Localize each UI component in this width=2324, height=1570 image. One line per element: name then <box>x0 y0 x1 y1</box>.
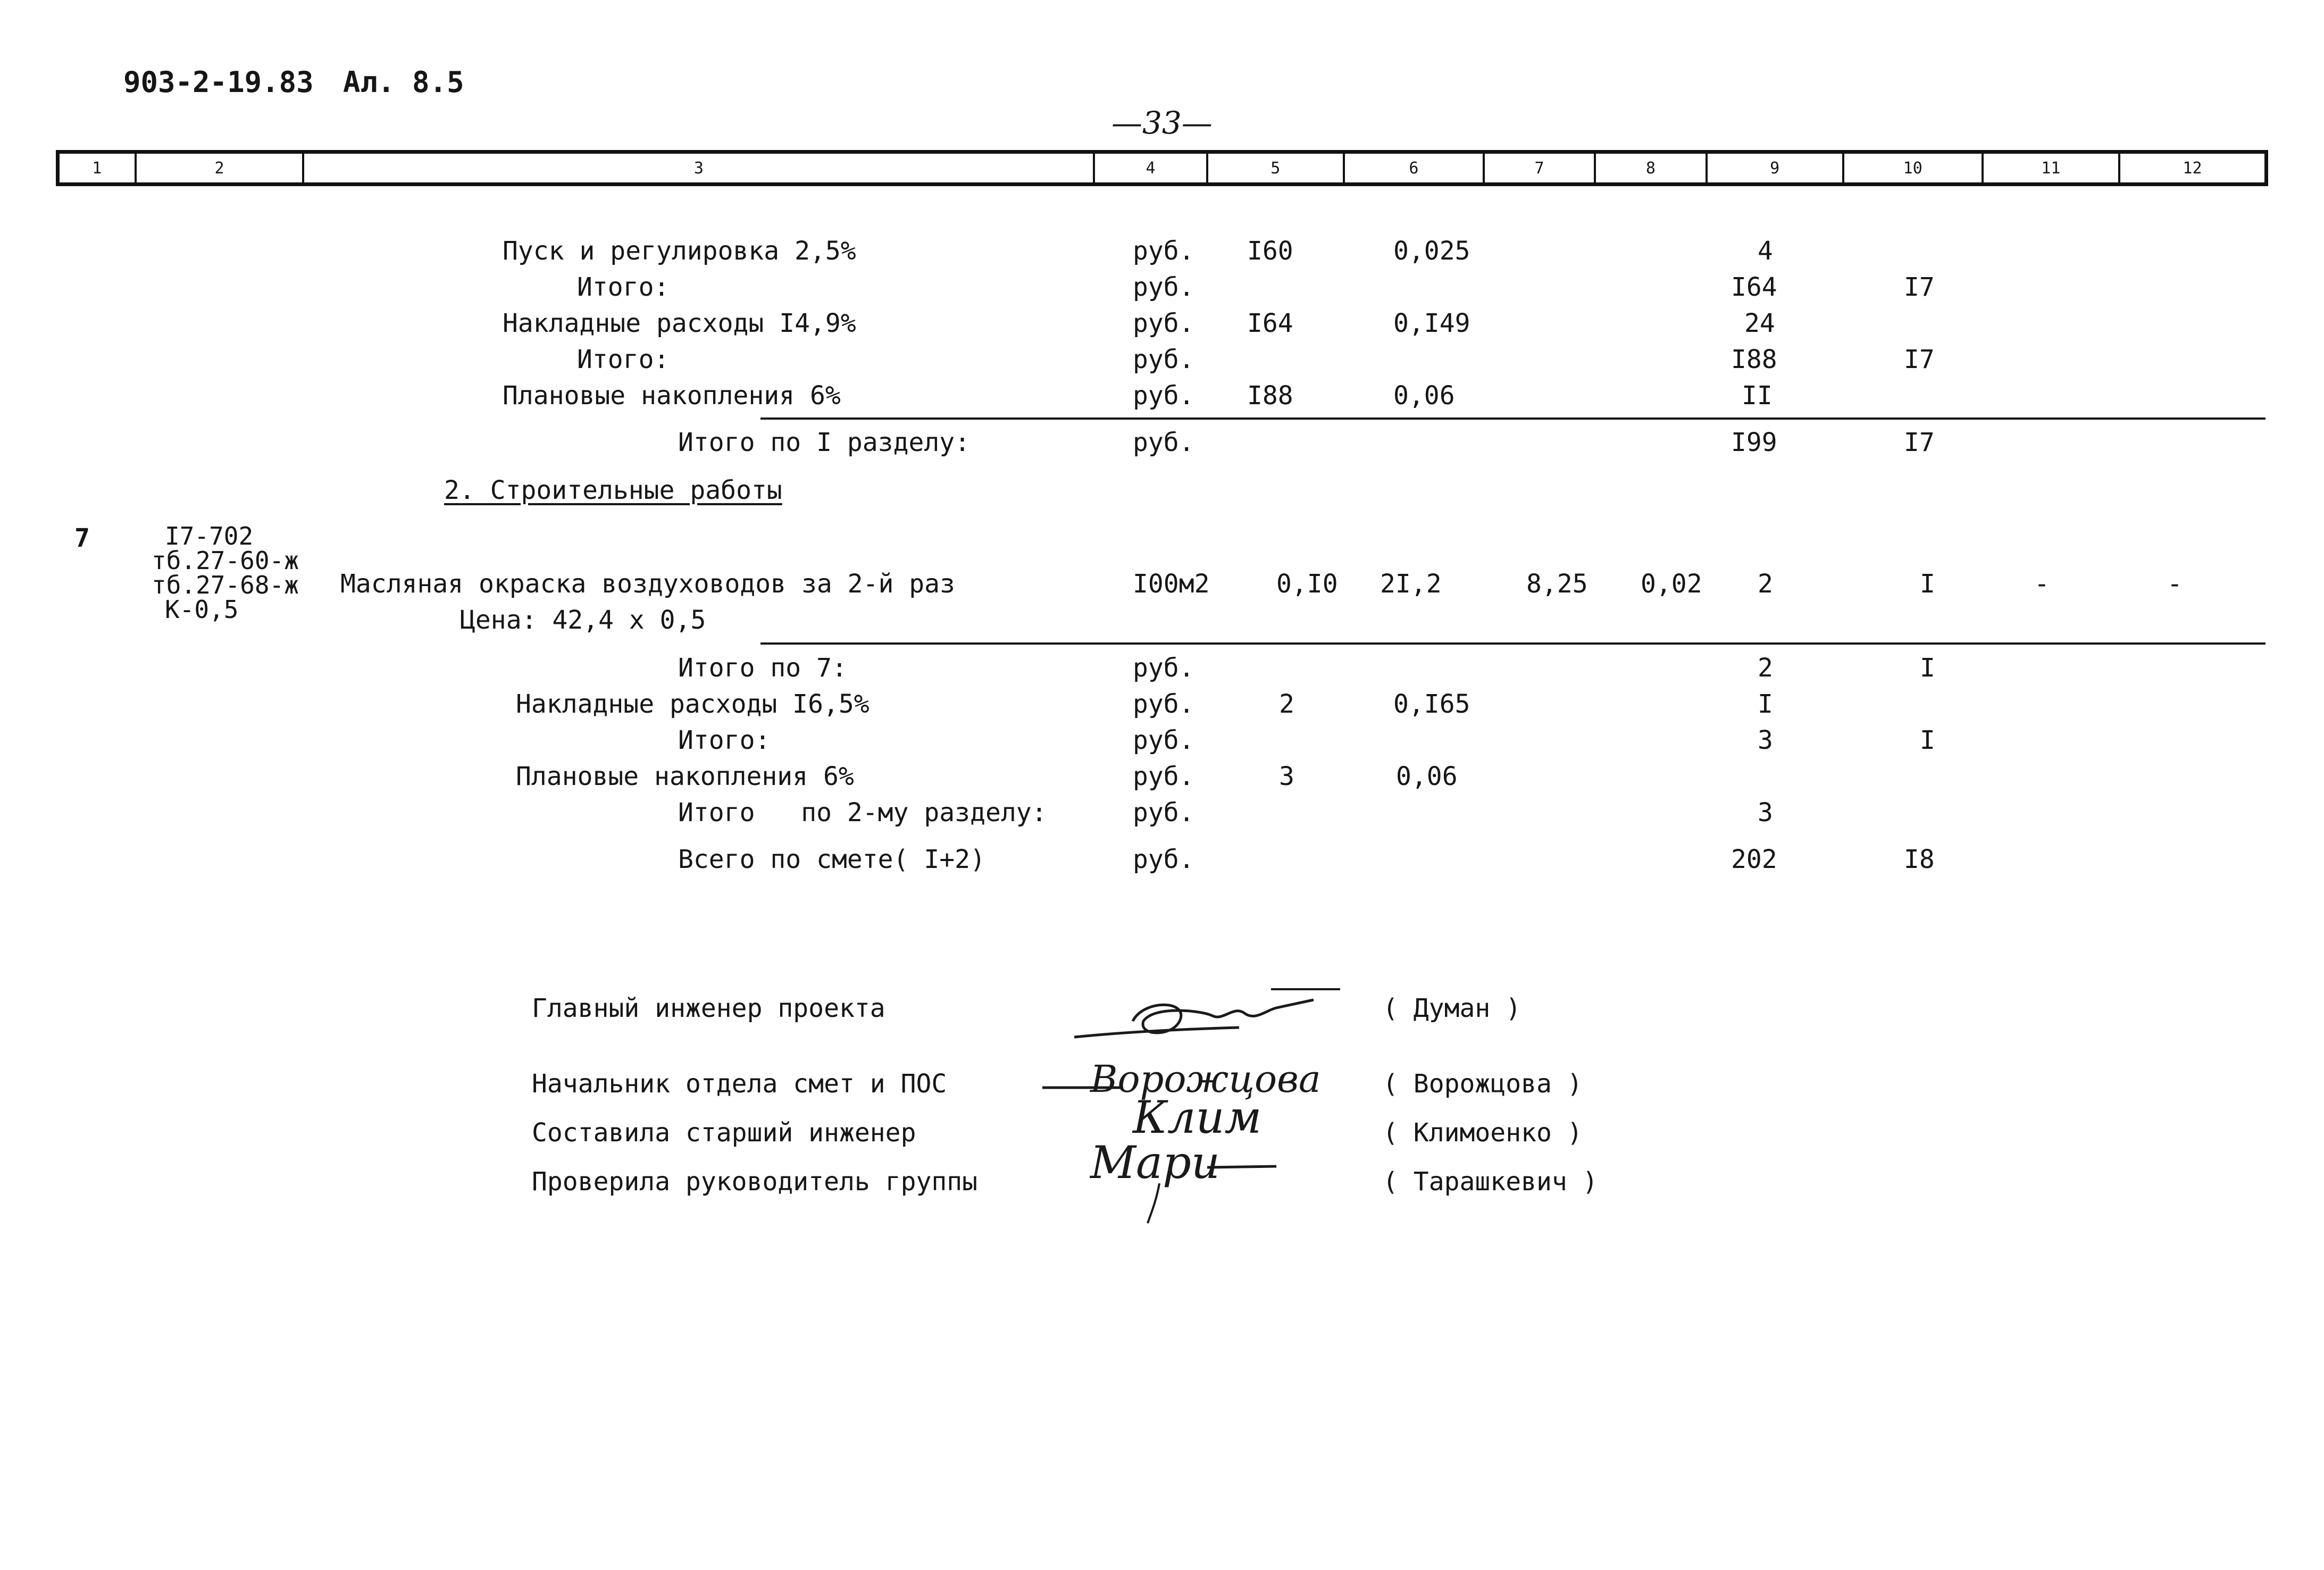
row-col9: I <box>1758 689 1773 719</box>
row-col6: 0,06 <box>1393 381 1455 411</box>
signature-name: ( Тарашкевич ) <box>1383 1167 1598 1197</box>
signature-role: Главный инженер проекта <box>532 993 885 1023</box>
row-label: Плановые накопления 6% <box>516 762 854 791</box>
column-number: 3 <box>304 154 1095 182</box>
row-col9: 3 <box>1758 798 1773 828</box>
column-number: 2 <box>137 154 305 182</box>
row-label: Итого по 2-му разделу: <box>678 798 1047 828</box>
handwritten-signature <box>1085 1135 1308 1226</box>
row-col9: I64 <box>1731 272 1777 302</box>
row-label: Итого: <box>577 345 670 374</box>
section-total-col9: I99 <box>1731 428 1777 457</box>
signature-name: ( Ворожцова ) <box>1383 1069 1583 1099</box>
row-col6: 0,I65 <box>1393 689 1470 719</box>
section-total-col10: I7 <box>1904 428 1935 457</box>
row-col10: I7 <box>1904 345 1935 374</box>
doc-code: 903-2-19.83 <box>123 65 314 99</box>
column-number: 4 <box>1095 154 1208 182</box>
column-number: 1 <box>60 154 137 182</box>
row-unit: руб. <box>1133 272 1194 302</box>
row-col5: I88 <box>1247 381 1293 411</box>
row-unit: руб. <box>1133 345 1194 374</box>
row-unit: руб. <box>1133 689 1194 719</box>
row-col6: 0,025 <box>1393 236 1470 266</box>
column-number: 9 <box>1708 154 1844 182</box>
signature-role: Проверила руководитель группы <box>532 1167 978 1197</box>
grand-total-label: Всего по смете( I+2) <box>678 845 985 874</box>
item-col8: 0,02 <box>1641 569 1702 599</box>
row-col5: 2 <box>1279 689 1294 719</box>
column-number: 6 <box>1345 154 1485 182</box>
row-unit: руб. <box>1133 653 1194 683</box>
row-col9: 2 <box>1758 653 1773 683</box>
section-title: 2. Строительные работы <box>444 475 782 505</box>
row-col9: 3 <box>1758 725 1773 755</box>
column-number: 12 <box>2183 158 2202 178</box>
column-number: 7 <box>1485 154 1596 182</box>
page-number: —33— <box>1111 105 1213 141</box>
column-number: 11 <box>1984 154 2120 182</box>
album-label: Ал. 8.5 <box>343 65 464 99</box>
grand-total-unit: руб. <box>1133 845 1194 874</box>
item-col12: - <box>2167 569 2183 599</box>
row-label: Пуск и регулировка 2,5% <box>503 236 856 266</box>
row-col9: 24 <box>1744 308 1775 338</box>
row-col10: I <box>1920 653 1935 683</box>
item-price: Цена: 42,4 х 0,5 <box>460 605 706 635</box>
item-col7: 8,25 <box>1526 569 1588 599</box>
column-header <box>56 150 2268 186</box>
row-col10: I <box>1920 725 1935 755</box>
row-label: Итого: <box>678 725 771 755</box>
item-code-line: К-0,5 <box>165 595 239 624</box>
row-col9: 4 <box>1758 236 1773 266</box>
row-unit: руб. <box>1133 762 1194 791</box>
item-number: 7 <box>74 523 90 553</box>
item-col11: - <box>2034 569 2050 599</box>
signature-role: Составила старший инженер <box>532 1118 916 1148</box>
row-unit: руб. <box>1133 798 1194 828</box>
item-col5: 0,I0 <box>1276 569 1338 599</box>
signature-text: Мари <box>1090 1137 1220 1189</box>
row-label: Итого: <box>577 272 670 302</box>
item-col10: I <box>1920 569 1935 599</box>
row-label: Итого по 7: <box>678 653 847 683</box>
item-code-line: I7-702 <box>165 522 254 550</box>
row-unit: руб. <box>1133 308 1194 338</box>
grand-total-col10: I8 <box>1904 845 1935 874</box>
item-unit: I00м2 <box>1133 569 1210 599</box>
signature-text: Ворожцова <box>1090 1057 1321 1101</box>
column-number: 10 <box>1844 154 1984 182</box>
item-col9: 2 <box>1758 569 1773 599</box>
item-name: Масляная окраска воздуховодов за 2-й раз <box>340 569 955 599</box>
row-unit: руб. <box>1133 236 1194 266</box>
item-code-line: тб.27-68-ж <box>152 571 299 599</box>
row-label: Плановые накопления 6% <box>503 381 841 411</box>
column-number: 8 <box>1596 154 1707 182</box>
row-col9: II <box>1742 381 1773 411</box>
row-col6: 0,I49 <box>1393 308 1470 338</box>
signature-name: ( Климоенко ) <box>1383 1118 1583 1148</box>
row-unit: руб. <box>1133 381 1194 411</box>
handwritten-signature <box>1064 979 1361 1053</box>
item-code-line: тб.27-60-ж <box>152 546 299 575</box>
section-total-unit: руб. <box>1133 428 1194 457</box>
row-col6: 0,06 <box>1396 762 1458 791</box>
row-col9: I88 <box>1731 345 1777 374</box>
section-total-label: Итого по I разделу: <box>678 428 971 457</box>
item-col6: 2I,2 <box>1380 569 1442 599</box>
row-unit: руб. <box>1133 725 1194 755</box>
row-col5: I60 <box>1247 236 1293 266</box>
divider-line <box>760 642 2266 645</box>
grand-total-col9: 202 <box>1731 845 1777 874</box>
row-col5: I64 <box>1247 308 1293 338</box>
signature-name: ( Думан ) <box>1383 993 1522 1023</box>
row-label: Накладные расходы I4,9% <box>503 308 856 338</box>
row-label: Накладные расходы I6,5% <box>516 689 870 719</box>
signature-role: Начальник отдела смет и ПОС <box>532 1069 947 1099</box>
divider-line <box>760 417 2266 420</box>
signature-text: Клим <box>1133 1091 1262 1143</box>
row-col10: I7 <box>1904 272 1935 302</box>
column-number: 5 <box>1208 154 1345 182</box>
row-col5: 3 <box>1279 762 1294 791</box>
